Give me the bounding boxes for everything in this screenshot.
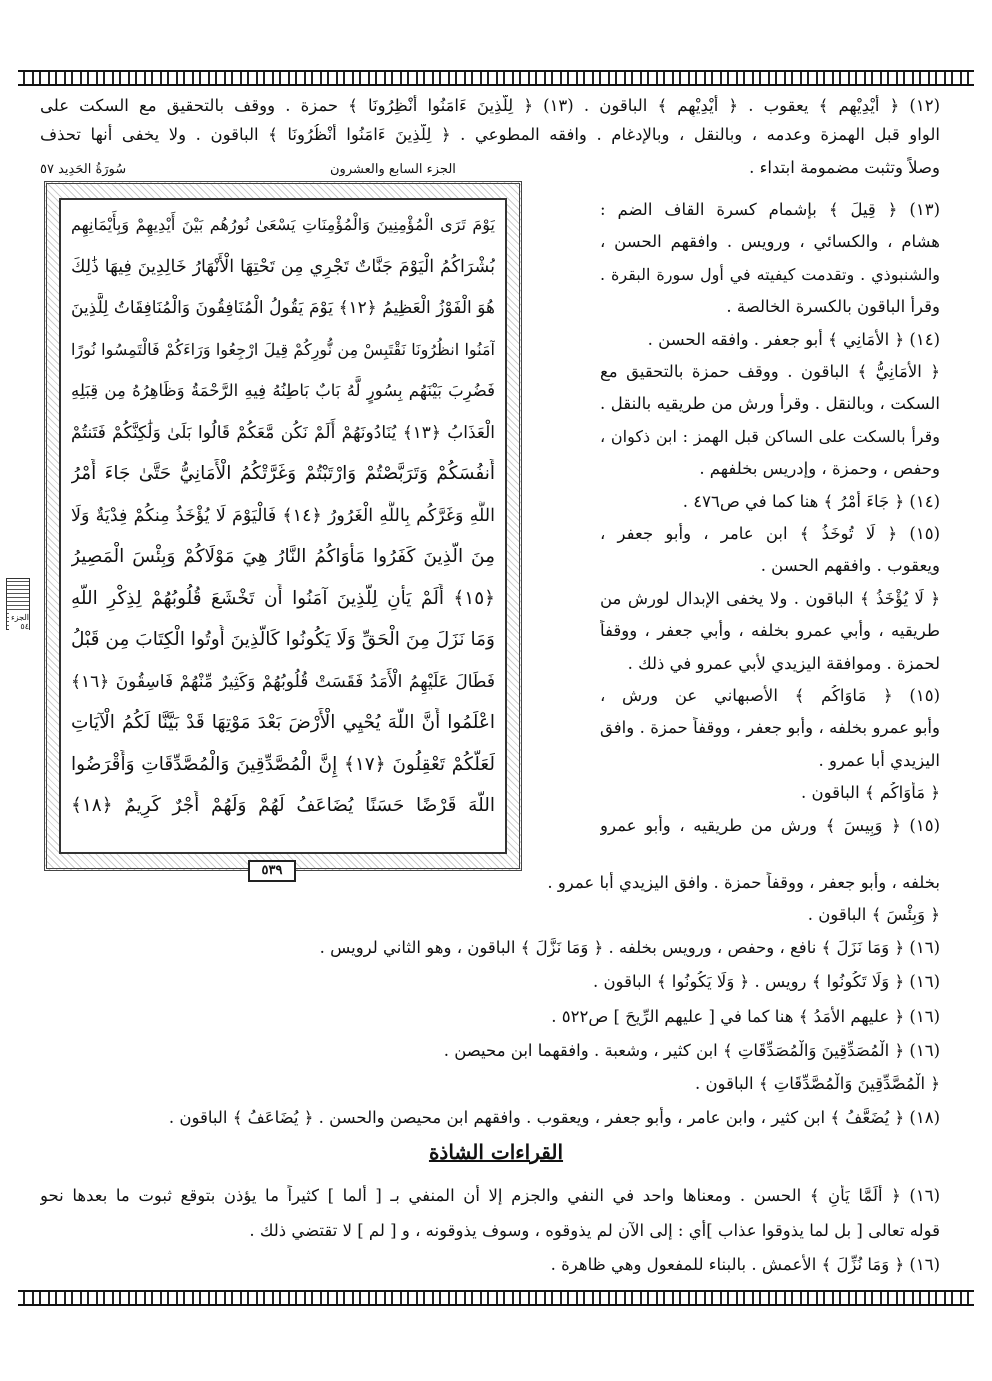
text-line: (١٦) ﴿ وَمَا نَزَلَ ﴾ نافع ، وحفص ، ورويس بخلفه . ﴿ وَمَا نَزَّلَ ﴾ الباقون ، وهو الثاني لرويس . bbox=[319, 938, 940, 957]
top-border bbox=[18, 70, 974, 86]
side-column-line: (١٤) ﴿ جَاءَ أَمْرُ ﴾ هنا كما في ص٤٧٦ . bbox=[682, 491, 940, 511]
mushaf-ayah-line: اعْلَمُوا أَنَّ اللَّهَ يُحْيِي الْأَرْضَ بَعْدَ مَوْتِهَا قَدْ بَيَّنَّا لَكُمُ الْآيَاتِ bbox=[71, 712, 495, 733]
side-column-line: ﴿ لَا يُؤْخَذُ ﴾ الباقون . ولا يخفى الإبدال لورش من bbox=[600, 588, 940, 608]
side-column-line: (١٣) ﴿ قِيلَ ﴾ بإشمام كسرة القاف الضم : bbox=[600, 200, 940, 219]
mushaf-ayah-line: ﴿١٥﴾ أَلَمْ يَأْنِ لِلَّذِينَ آمَنُوا أَن تَخْشَعَ قُلُوبُهُمْ لِذِكْرِ اللَّهِ bbox=[71, 587, 495, 609]
mushaf-ayah-line: هُوَ الْفَوْزُ الْعَظِيمُ ﴿١٢﴾ يَوْمَ يَقُولُ الْمُنَافِقُونَ وَالْمُنَافِقَاتُ لِلَّذِينَ bbox=[71, 298, 495, 318]
section-title: القراءات الشاذة bbox=[428, 1140, 564, 1164]
mushaf-ayah-line: لَعَلَّكُمْ تَعْقِلُونَ ﴿١٧﴾ إِنَّ الْمُصَّدِّقِينَ وَالْمُصَّدِّقَاتِ وَأَقْرَضُوا bbox=[71, 753, 495, 775]
text-line: (١٦) ﴿ الْمُصَدِّقِينَ وَالْمُصَدِّقَاتِ ﴾ ابن كثير ، وشعبة . وافقهما ابن محيصن . bbox=[443, 1041, 940, 1060]
juz-header: الجزء السابع والعشرون bbox=[330, 162, 456, 177]
text-line: (١٢) ﴿ أَيْدِيْهِم ﴾ يعقوب . ﴿ أَيْدِيْهِم ﴾ الباقون . (١٣) ﴿ لِلَّذِينَ ءَامَنُوا أَنْظِرُونَا ﴾ حمزة . ووقف بالتحقيق مع السكت على bbox=[40, 96, 940, 115]
shadh-line: قوله تعالى [ بل لما يذوقوا عذاب ]أي : إلى الآن لم يذوقوه ، وسوف يذوقونه ، و [ لم ] لا تقتضي ذلك . bbox=[249, 1221, 940, 1240]
side-column-line: السكت ، وبالنقل . وقرأ ورش من طريقيه بالنقل . bbox=[600, 394, 940, 414]
mushaf-ayah-line: فَطَالَ عَلَيْهِمُ الْأَمَدُ فَقَسَتْ قُلُوبُهُمْ وَكَثِيرٌ مِّنْهُمْ فَاسِقُونَ ﴿١٦﴾ bbox=[71, 671, 495, 692]
mushaf-ayah-line: وَمَا نَزَلَ مِنَ الْحَقِّ وَلَا يَكُونُوا كَالَّذِينَ أُوتُوا الْكِتَابَ مِن قَبْلُ bbox=[71, 629, 495, 650]
side-column-line: اليزيدي أبا عمرو . bbox=[818, 750, 940, 770]
side-column-line: ﴿ مَأْوَاكُم ﴾ الباقون . bbox=[801, 783, 940, 803]
bottom-border bbox=[18, 1290, 974, 1306]
shadh-line: (١٦) ﴿ وَمَا نُزِّلَ ﴾ الأعمش . بالبناء للمفعول وهي ظاهرة . bbox=[550, 1255, 940, 1274]
mushaf-ayah-line: مِنَ الَّذِينَ كَفَرُوا مَأْوَاكُمُ النَّارُ هِيَ مَوْلَاكُمْ وَبِئْسَ الْمَصِيرُ bbox=[71, 546, 495, 567]
text-line: (١٨) ﴿ يُضَعَّفُ ﴾ ابن كثير ، وابن عامر ، وأبو جعفر ، ويعقوب . وافقهم ابن محيصن والحسن . ﴿ يُضَاعَفُ ﴾ الباقون . bbox=[168, 1108, 940, 1127]
text-line: بخلفه ، وأبو جعفر ، ووقفاً حمزة . وافق اليزيدي أبا عمرو . bbox=[547, 873, 940, 892]
mushaf-ayah-line: يَوْمَ تَرَى الْمُؤْمِنِينَ وَالْمُؤْمِنَاتِ يَسْعَىٰ نُورُهُم بَيْنَ أَيْدِيهِمْ وَبِأَيْمَانِهِم bbox=[71, 215, 495, 234]
text-line: ﴿ الْمُصَّدِّقِينَ وَالْمُصَّدِّقَاتِ ﴾ الباقون . bbox=[694, 1074, 940, 1093]
mushaf-ayah-line: اللَّهَ قَرْضًا حَسَنًا يُضَاعَفُ لَهُمْ وَلَهُمْ أَجْرٌ كَرِيمٌ ﴿١٨﴾ bbox=[71, 795, 495, 816]
surah-header: سُورَةُ الحَدِيد ٥٧ bbox=[40, 162, 127, 177]
mushaf-ayah-line: فَضُرِبَ بَيْنَهُم بِسُورٍ لَّهُ بَابٌ بَاطِنُهُ فِيهِ الرَّحْمَةُ وَظَاهِرُهُ مِن قِبَلِهِ bbox=[71, 381, 495, 400]
side-column-line: وقرأ بالسكت على الساكن قبل الهمز : ابن ذكوان ، bbox=[600, 426, 940, 446]
juz-side-marker: الجزء ٥٤ bbox=[6, 578, 30, 630]
side-column-line: ويعقوب . وافقهم الحسن . bbox=[760, 556, 940, 576]
side-column-line: (١٥) ﴿ وَبِيسَ ﴾ ورش من طريقيه ، وأبو عمرو bbox=[600, 815, 940, 835]
side-column-line: وقرأ الباقون بالكسرة الخالصة . bbox=[726, 297, 940, 317]
text-line: وصلاً وتثبت مضمومة ابتداء . bbox=[749, 158, 940, 177]
side-column-line: ﴿ الأَمَانِيُّ ﴾ الباقون . ووقف حمزة بالتحقيق مع bbox=[600, 362, 940, 381]
mushaf-page bbox=[44, 181, 522, 871]
side-column-line: والشنبوذي . وتقدمت كيفيته في أول سورة البقرة . bbox=[600, 264, 940, 284]
side-column-line: طريقيه ، وأبي عمرو بخلفه ، وأبي جعفر ، ووقفاً bbox=[600, 621, 940, 641]
side-column-line: (١٥) ﴿ لَا تُوخَذُ ﴾ ابن عامر ، وأبو جعفر ، bbox=[600, 524, 940, 543]
mushaf-ayah-line: الْعَذَابُ ﴿١٣﴾ يُنَادُونَهُمْ أَلَمْ نَكُن مَّعَكُمْ قَالُوا بَلَىٰ وَلَٰكِنَّكُمْ فَتَنتُمْ bbox=[71, 422, 495, 443]
side-column-line: (١٥) ﴿ مَاوَاكُم ﴾ الأصبهاني عن ورش ، bbox=[600, 686, 940, 705]
side-column-line: وحفص ، وحمزة ، وإدريس بخلفهم . bbox=[699, 459, 940, 479]
mushaf-ayah-line: أَنفُسَكُمْ وَتَرَبَّصْتُمْ وَارْتَبْتُمْ وَغَرَّتْكُمُ الْأَمَانِيُّ حَتَّىٰ جَاءَ أَمْرُ bbox=[71, 463, 495, 484]
side-column-line: (١٤) ﴿ الأَمَانِي ﴾ أبو جعفر . وافقه الحسن . bbox=[647, 329, 940, 349]
text-line: الواو قبل الهمزة وعدمه ، وبالنقل ، وبالإدغام . وافقه المطوعي . ﴿ لِلَّذِينَ ءَامَنُوا أَنْظُرُونَا ﴾ الباقون . ولا يخفى أنها تحذف bbox=[40, 125, 940, 144]
text-line: (١٦) ﴿ وَلَا تَكُونُوا ﴾ رويس . ﴿ وَلَا يَكُونُوا ﴾ الباقون . bbox=[592, 972, 940, 991]
mushaf-ayah-line: آمَنُوا انظُرُونَا نَقْتَبِسْ مِن نُّورِكُمْ قِيلَ ارْجِعُوا وَرَاءَكُمْ فَالْتَمِسُوا نُورًا bbox=[71, 339, 495, 359]
text-line: ﴿ وَبِئْسَ ﴾ الباقون . bbox=[807, 905, 940, 924]
shadh-line: (١٦) ﴿ أَلَمَّا يَأْنِ ﴾ الحسن . ومعناها واحد في النفي والجزم إلا أن المنفي بـ [ ألما ] كثيراً ما يؤذن بتوقع ثبوت ما بعدها نحو bbox=[40, 1186, 940, 1205]
mushaf-ayah-line: بُشْرَاكُمُ الْيَوْمَ جَنَّاتٌ تَجْرِي مِن تَحْتِهَا الْأَنْهَارُ خَالِدِينَ فِيهَا ذَٰلِكَ bbox=[71, 256, 495, 277]
side-column-line: وأبو عمرو بخلفه ، وأبو جعفر ، ووقفاً حمزة . وافق bbox=[600, 718, 940, 738]
side-column-line: لحمزة . وموافقة اليزيدي لأبي عمرو في ذلك . bbox=[627, 653, 940, 673]
side-column-line: هشام ، والكسائي ، ورويس . وافقهم الحسن ، bbox=[600, 232, 940, 252]
text-line: (١٦) ﴿ عليهم الأَمَدُ ﴾ هنا كما في [ عليهم الرِّيحَ ] ص٥٢٢ . bbox=[551, 1007, 940, 1026]
mushaf-page-number: ٥٣٩ bbox=[248, 860, 296, 882]
mushaf-ayah-line: اللَّهِ وَغَرَّكُم بِاللَّهِ الْغَرُورُ ﴿١٤﴾ فَالْيَوْمَ لَا يُؤْخَذُ مِنكُمْ فِدْيَةٌ وَلَا bbox=[71, 505, 495, 526]
